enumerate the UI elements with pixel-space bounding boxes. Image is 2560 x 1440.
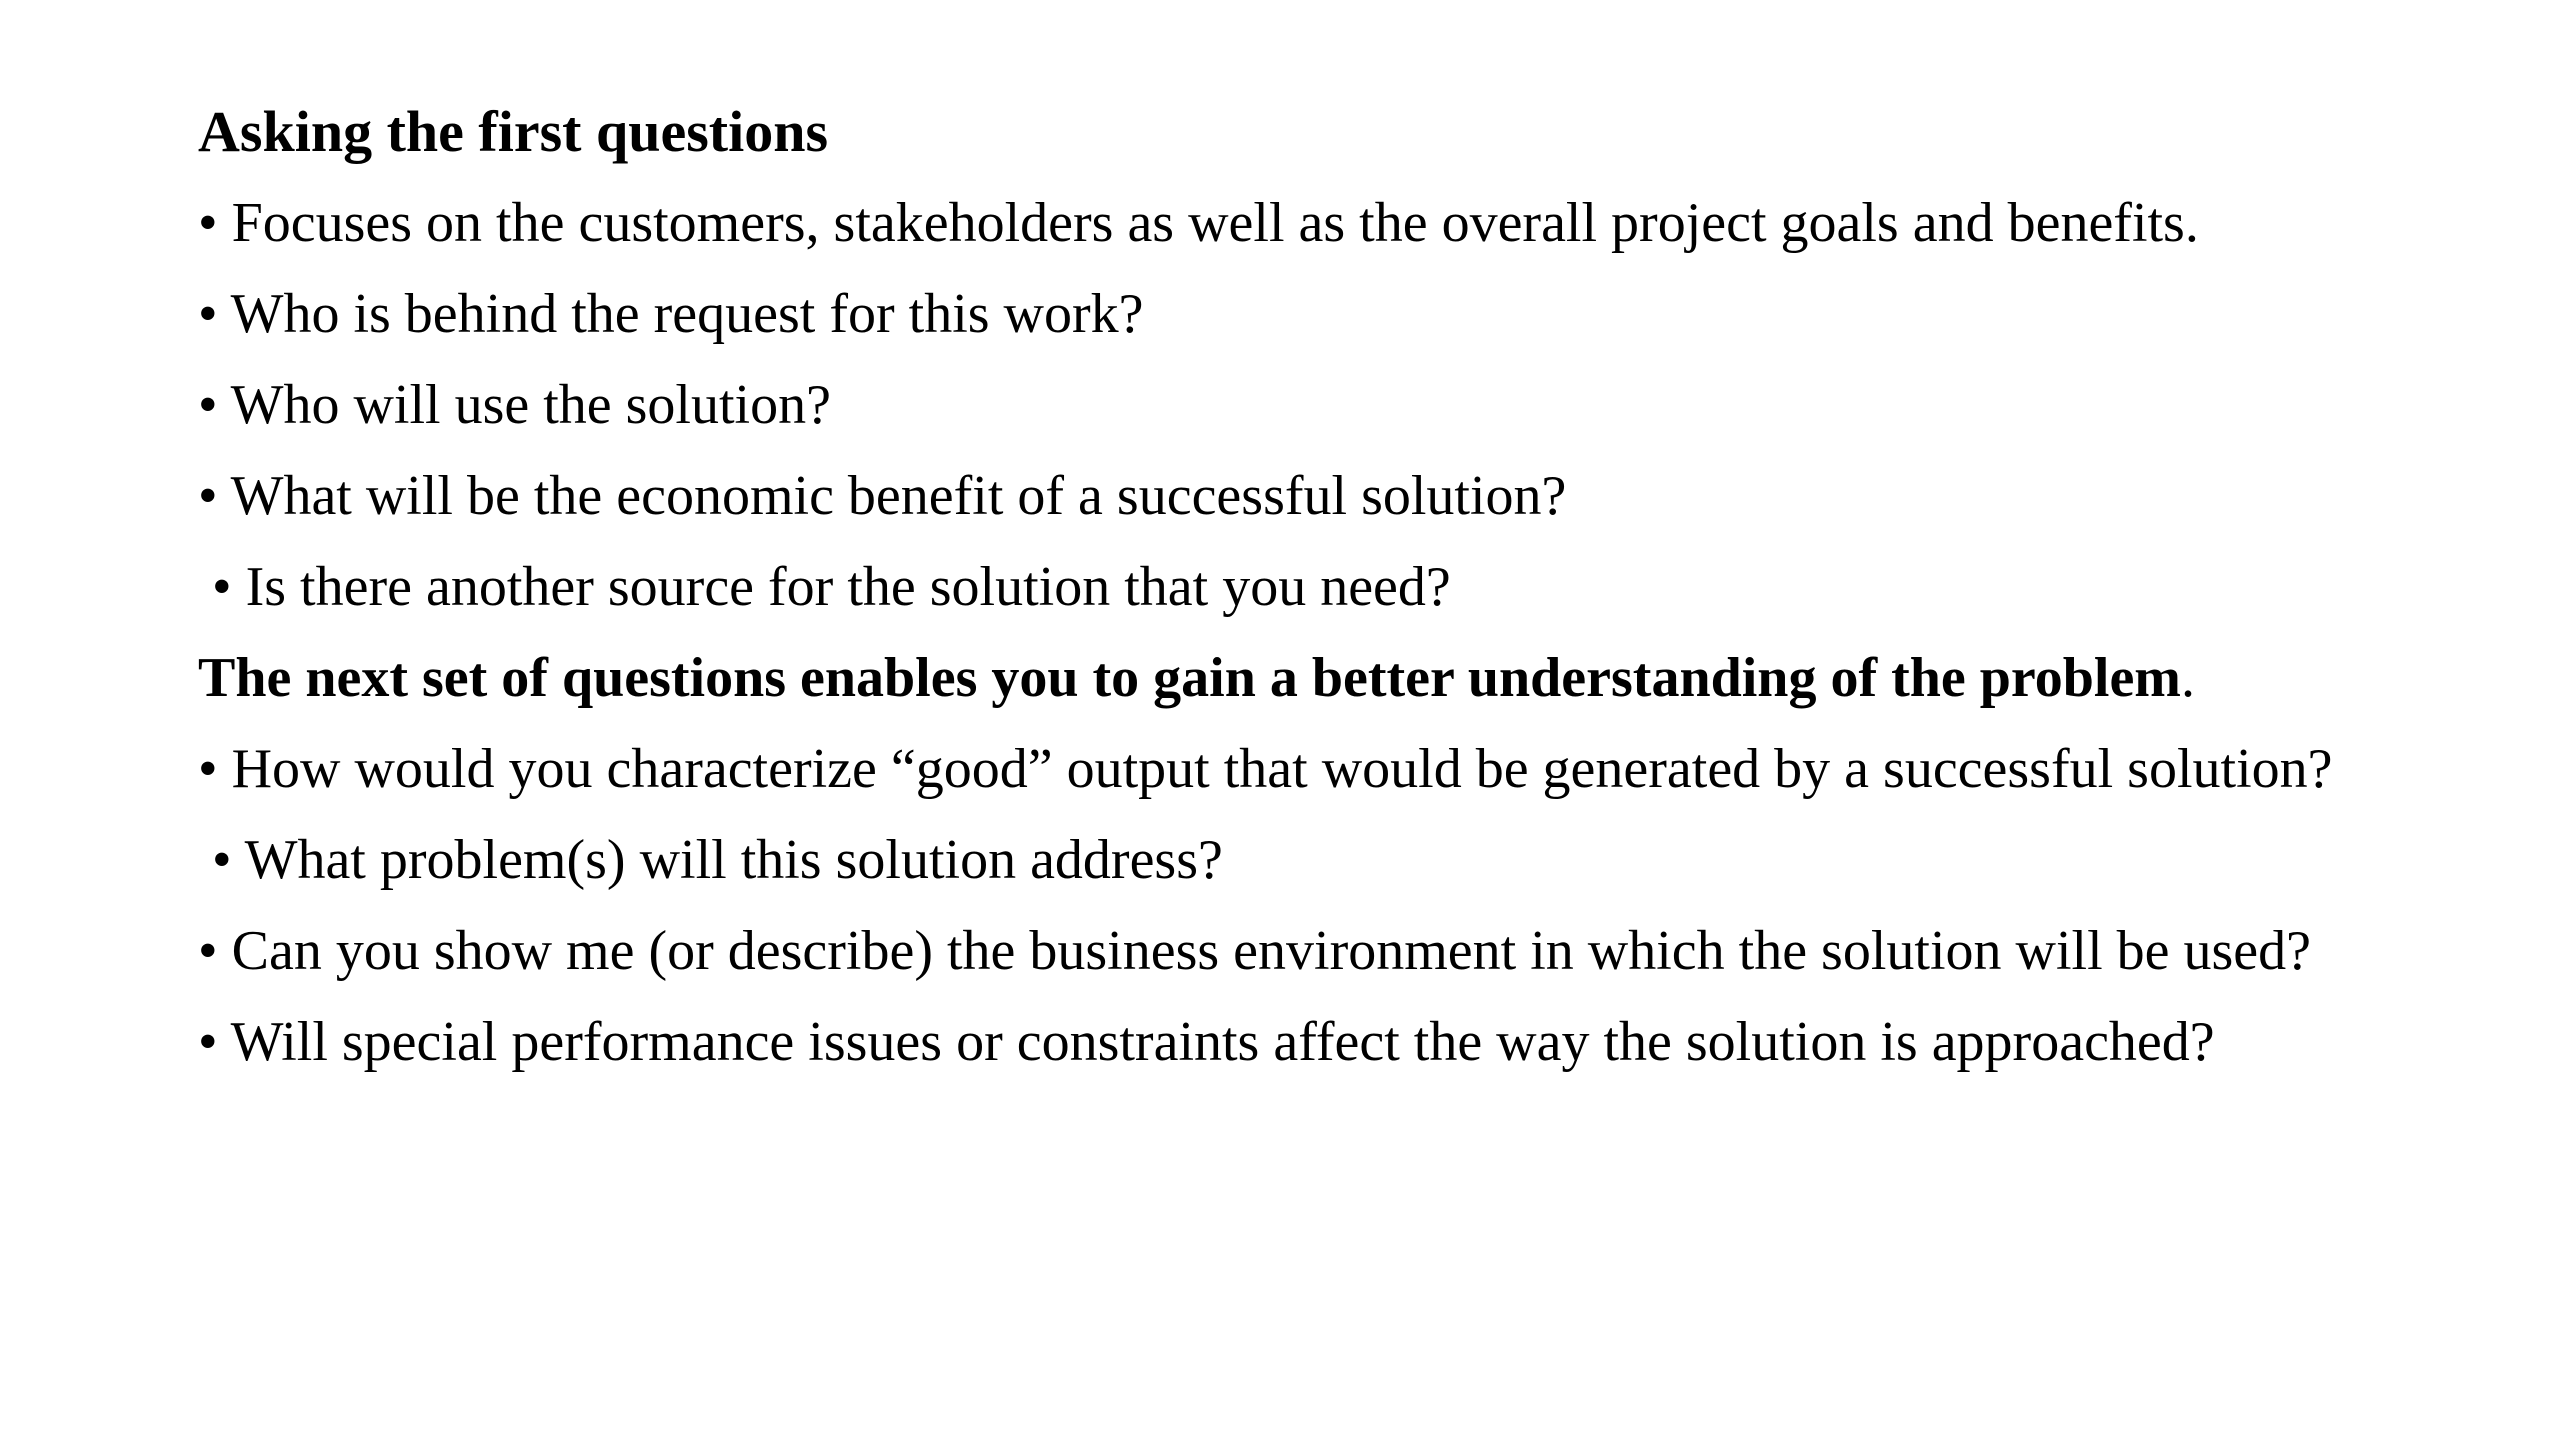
bullet-item: • Who is behind the request for this work?	[198, 283, 1144, 345]
bullet-item: • Who will use the solution?	[198, 374, 831, 436]
bullet-item: • Is there another source for the solution that you need?	[212, 556, 1451, 618]
bullet-item: • What will be the economic benefit of a successful solution?	[198, 465, 1567, 527]
section-heading-tail: .	[2180, 647, 2195, 709]
bullet-item: • Can you show me (or describe) the business environment in which the solution will be used?	[198, 920, 2311, 982]
section-heading-bold-text: The next set of questions enables you to gain a better understanding of the problem	[198, 647, 2181, 709]
bullet-item: • How would you characterize “good” output that would be generated by a successful solution?	[198, 738, 2333, 800]
section-heading-first-questions: Asking the first questions	[198, 99, 829, 164]
bullet-item: • What problem(s) will this solution address?	[212, 829, 1223, 891]
section-heading-next-questions	[198, 646, 2438, 710]
bullet-item: • Will special performance issues or constraints affect the way the solution is approached?	[198, 1011, 2215, 1073]
bullet-item: • Focuses on the customers, stakeholders as well as the overall project goals and benefits.	[198, 192, 2199, 254]
slide-content	[198, 100, 2438, 1101]
